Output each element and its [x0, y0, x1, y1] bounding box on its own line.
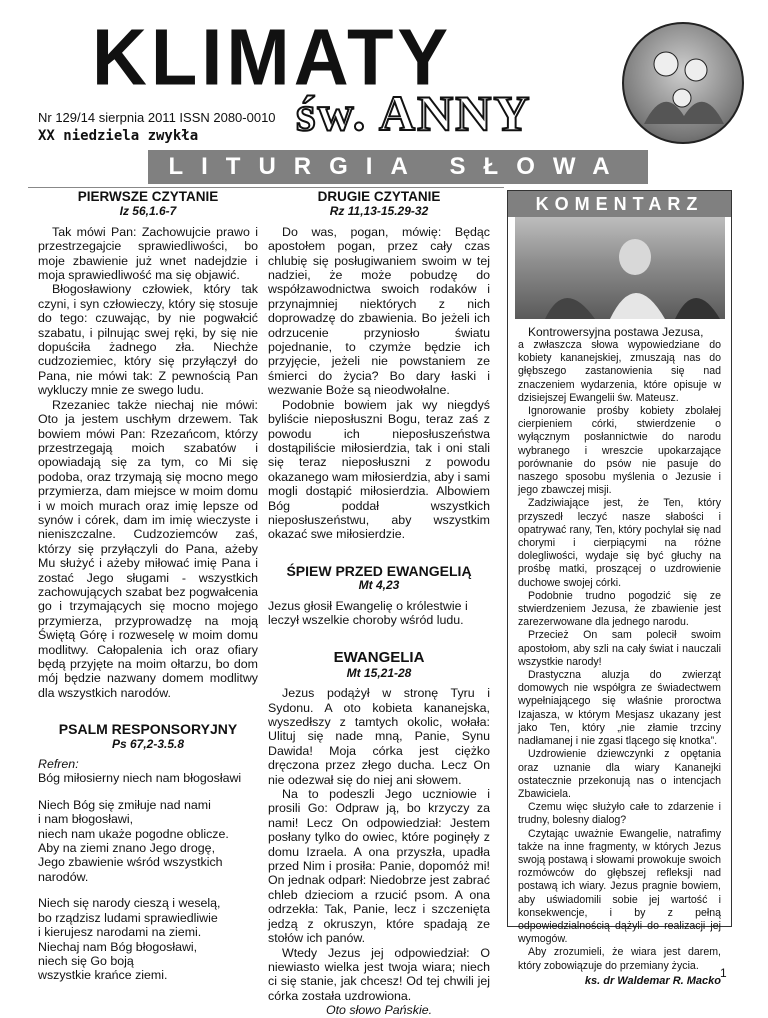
psalm-heading: PSALM RESPONSORYJNY	[58, 721, 238, 738]
psalm-line: wszystkie krańce ziemi.	[38, 968, 168, 983]
commentary-p: Czytając uważnie Ewangelie, natrafimy także na inne fragmenty, w których Jezus swoją postawą i słowami prowokuje swoich rozmówców do głębszej refleksji nad postawą ich wiary. Jezus pragnie bowiem, aby uświadomili sobie jej wartość i konsekwencje, i by z pełną odpowiedzialnością dążyli do realizacji jej wymogów.	[518, 827, 721, 946]
gospel-p2: Na to podeszli Jego uczniowie i prosili Go: Odpraw ją, bo krzyczy za nami! Lecz On odpowiedział: Jestem posłany tylko do owiec, które poginęły z domu Izraela. A ona przyszła, upadła przed Nim i prosiła: Panie, dopomóż mi! On jednak odparł: Niedobrze jest zabrać chleb dzieciom a rzucić psom. A ona odrzekła: Tak, Panie, lecz i szczenięta jedzą z okruszyn, które spadają ze stołów ich panów.	[268, 787, 490, 946]
psalm-line: narodów.	[38, 869, 89, 884]
first-reading-heading: PIERWSZE CZYTANIE	[77, 189, 219, 204]
psalm-line: Niech się narody cieszą i weselą,	[38, 896, 221, 911]
jesus-painting-image	[515, 217, 725, 319]
gospel-ref: Mt 15,21-28	[346, 665, 412, 680]
issue-info: Nr 129/14 sierpnia 2011 ISSN 2080-0010	[38, 110, 276, 125]
commentary-p: Uzdrowienie dziewczynki z opętania oraz uznanie dla wiary Kananejki ostatecznie przekonują nas o intencjach Zbawiciela.	[518, 748, 721, 800]
first-reading-p3: Rzezaniec także niechaj nie mówi: Oto ja jestem uschłym drzewem. Tak bowiem mówi Pan: Rzezańcom, którzy przestrzegają moich szabatów i opowiadają się za tym, co Mi się podoba, oraz trzymają się mocno mego przymierza, dam miejsce w moim domu i w moich murach oraz imię lepsze od synów i córek, dam im imię wieczyste i nieniszczalne. Cudzoziemców zaś, którzy się przyłączyli do Pana, ażeby Mu służyć i ażeby miłować imię Pana i zostać Jego sługami - wszystkich zachowujących szabat bez pogwałcenia go i trzymających się mocno mojego przymierza, przyprowadzę na moją Świętą Górę i rozweselę w moim domu modlitwy. Całopalenia ich oraz ofiary będą przyjęte na moim ołtarzu, bo dom mój będzie nazwany domem modlitwy dla wszystkich narodów.	[38, 397, 258, 700]
commentary-p: Ignorowanie prośby kobiety zbolałej cierpieniem córki, stwierdzenie o wyłącznym posłannictwie do narodu wybranego i wreszcie upokarzające porównanie do psów nie pasuje do naszego sposobu myślenia o Jezusie i jego zbawczej misji.	[518, 405, 721, 497]
acclamation-ref: Mt 4,23	[358, 578, 400, 593]
column-left	[38, 190, 258, 983]
st-anne-icon	[622, 22, 744, 144]
acclamation-heading: ŚPIEW PRZED EWANGELIĄ	[286, 562, 472, 579]
commentary-author: ks. dr Waldemar R. Macko	[584, 974, 721, 987]
icon-figures	[624, 24, 742, 142]
column-middle	[268, 190, 490, 1018]
commentary-text	[508, 319, 731, 988]
psalm-line: bo rządzisz ludami sprawiedliwie	[38, 910, 218, 925]
commentary-p: Drastyczna aluzja do zwierząt domowych nie współgra ze świadectwem wypełniającego się właśnie proroctwa Izajasza, w którym Mesjasz ukazany jest jako Ten, który „nie złamie trzciny nadłamanej i nie zgasi tlącego się knotka”.	[518, 669, 721, 748]
gospel-heading: EWANGELIA	[333, 649, 425, 667]
psalm-refrain-label: Refren:	[38, 757, 79, 772]
second-reading-p2: Podobnie bowiem jak wy niegdyś byliście nieposłuszni Bogu, teraz zaś z powodu ich nieposłuszeństwa dostąpiliście miłosierdzia, tak i oni stali się teraz nieposłuszni z powodu okazanego wam miłosierdzia, aby i sami mogli dostąpić miłosierdzia. Albowiem Bóg poddał wszystkich nieposłuszeństwu, aby wszystkim okazać swe miłosierdzie.	[268, 397, 490, 542]
masthead-title: KLIMATY	[92, 12, 453, 103]
psalm-line: Niech Bóg się zmiłuje nad nami	[38, 797, 211, 812]
acclamation-text: Jezus głosił Ewangelię o królestwie i leczył wszelkie choroby wśród ludu.	[268, 598, 468, 627]
second-reading-heading: DRUGIE CZYTANIE	[317, 189, 441, 204]
psalm-line: i kierujesz narodami na ziemi.	[38, 925, 202, 940]
psalm-line: i nam błogosławi,	[38, 812, 134, 827]
psalm-line: Niechaj nam Bóg błogosławi,	[38, 939, 198, 954]
masthead-title-anny: św. ANNY	[296, 85, 532, 141]
commentary-p: Podobnie trudno pogodzić się ze stwierdzeniem Jezusa, że zbawienie jest zarezerwowane dla jednego narodu.	[518, 589, 721, 629]
commentary-box	[507, 190, 732, 987]
commentary-p: Zadziwiające jest, że Ten, który przyszedł leczyć nasze słabości i opatrywać rany, Ten, który pochylał się nad chorymi i cierpiącymi na różne dolegliwości, wydaje się być głuchy na prośbę matki, proszącej o uzdrowienie duchowe swojej córki.	[518, 497, 721, 589]
psalm-line: niech się Go boją	[38, 953, 134, 968]
psalm-refrain: Bóg miłosierny niech nam błogosławi	[38, 771, 242, 786]
second-reading-p1: Do was, pogan, mówię: Będąc apostołem pogan, przez cały czas chlubię się posługiwaniem swoim w tej nadziei, że może pobudzę do współzawodnictwa swoich rodaków i przynajmniej niektórych z nich doprowadzę do zbawienia. Bo jeżeli ich odrzucenie przyniosło światu pojednanie, to czymże będzie ich przyjęcie, jeżeli nie powstaniem ze śmierci do życia? Bo dary łaski i wezwanie Boże są nieodwołalne.	[268, 224, 490, 398]
commentary-p: Aby zrozumieli, że wiara jest darem, który zobowiązuje do przemiany życia.	[518, 946, 721, 972]
commentary-p: a zwłaszcza słowa wypowiedziane do kobiety kananejskiej, zmuszają nas do głębszego zastanowienia się nad znaczeniem wydarzenia, które opisuje w dzisiejszej Ewangelii św. Mateusz.	[518, 339, 721, 404]
commentary-lead: Kontrowersyjna postawa Jezusa,	[528, 325, 704, 339]
gospel-closing: Oto słowo Pańskie.	[325, 1003, 433, 1018]
divider	[28, 187, 504, 188]
psalm-line: niech nam ukaże pogodne oblicze.	[38, 826, 229, 841]
commentary-p: Przecież On sam polecił swoim apostołom, aby szli na cały świat i nauczali wszystkie narody!	[518, 629, 721, 668]
second-reading-ref: Rz 11,13-15.29-32	[329, 204, 429, 219]
psalm-line: Aby na ziemi znano Jego drogę,	[38, 841, 216, 856]
gospel-p3: Wtedy Jezus jej odpowiedział: O niewiasto wielka jest twoja wiara; niech ci się stanie, jak chcesz! Od tej chwili jej córka została uzdrowiona.	[268, 945, 490, 1003]
first-reading-p2: Błogosławiony człowiek, który tak czyni, i syn człowieczy, który się stosuje do tego: czuwając, by nie pogwałcić szabatu, i pilnując swej ręki, by się nie dopuściła żadnego zła. Niechże cudzoziemiec, który się przyłączył do Pana, nie mówi tak: Z pewnością Pan wykluczy mnie ze swego ludu.	[38, 282, 258, 398]
liturgia-banner: LITURGIA SŁOWA	[148, 150, 648, 184]
sunday-subtitle: XX niedziela zwykła	[38, 128, 199, 144]
psalm-ref: Ps 67,2-3.5.8	[111, 736, 185, 751]
first-reading-ref: Iz 56,1.6-7	[119, 204, 177, 219]
first-reading-p1: Tak mówi Pan: Zachowujcie prawo i przestrzegajcie sprawiedliwości, bo moje zbawienie już wnet nadejdzie i moja sprawiedliwość ma się objawić.	[38, 224, 258, 283]
gospel-p1: Jezus podążył w stronę Tyru i Sydonu. A oto kobieta kananejska, wyszedłszy z tamtych okolic, wołała: Ulituj się nade mną, Panie, Synu Dawida! Moja córka jest ciężko dręczona przez złego ducha. Lecz On nie odezwał się do niej ani słowem.	[268, 686, 490, 787]
commentary-p: Czemu więc służyło całe to zdarzenie i trudny, bolesny dialog?	[518, 801, 721, 827]
psalm-line: Jego zbawienie wśród wszystkich	[38, 855, 223, 870]
painting-figures	[515, 217, 725, 319]
commentary-heading: KOMENTARZ	[508, 191, 731, 217]
page-number: 1	[720, 966, 727, 980]
